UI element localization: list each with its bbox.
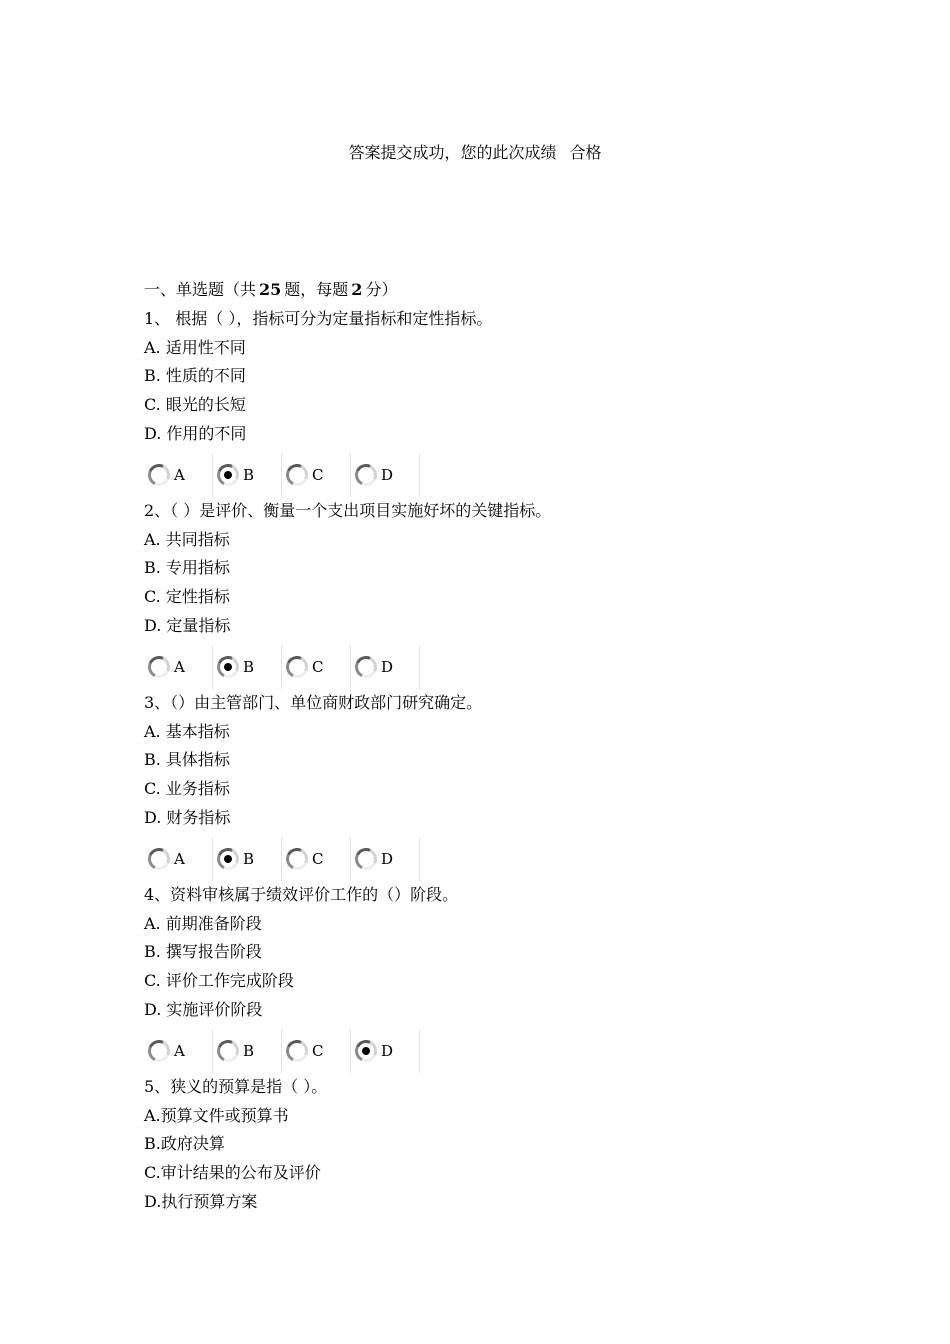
question-text: 3、（）由主管部门、单位商财政部门研究确定。	[144, 692, 483, 712]
answer-option-c[interactable]	[282, 1029, 351, 1073]
answer-option-d[interactable]	[351, 645, 420, 689]
answer-option-b[interactable]	[213, 1029, 282, 1073]
option-text: D. 财务指标	[144, 807, 231, 827]
section-prefix: 一、单选题（共	[144, 280, 257, 299]
answer-label: D	[381, 1041, 394, 1060]
option-text: A. 基本指标	[144, 721, 230, 741]
radio-button-icon[interactable]	[283, 845, 311, 873]
question-text: 1、 根据（ ），指标可分为定量指标和定性指标。	[144, 308, 493, 328]
answer-option-b[interactable]	[213, 645, 282, 689]
radio-button-icon[interactable]	[352, 653, 380, 681]
question-block	[144, 881, 844, 1075]
radio-button-icon[interactable]	[214, 461, 242, 489]
answer-label: D	[381, 465, 394, 484]
question-text: 2、（ ）是评价、衡量一个支出项目实施好坏的关键指标。	[144, 500, 552, 520]
option-text: C. 评价工作完成阶段	[144, 971, 294, 991]
answer-option-a[interactable]	[144, 837, 213, 881]
option-text: C. 眼光的长短	[144, 395, 246, 415]
answer-option-d[interactable]	[351, 453, 420, 497]
option-text: D. 实施评价阶段	[144, 999, 263, 1019]
option-text: A. 共同指标	[144, 529, 230, 549]
option-text: D. 作用的不同	[144, 423, 247, 443]
answer-label: A	[174, 849, 185, 868]
result-grade: 合格	[569, 143, 602, 162]
radio-button-icon[interactable]	[352, 461, 380, 489]
option-text: B. 撰写报告阶段	[144, 942, 262, 962]
answer-option-d[interactable]	[351, 1029, 420, 1073]
answer-label: A	[174, 1041, 185, 1060]
radio-button-icon[interactable]	[145, 1037, 173, 1065]
answer-radio-group	[144, 643, 844, 691]
answer-option-c[interactable]	[282, 837, 351, 881]
question-list	[144, 305, 844, 1217]
result-text: 答案提交成功，您的此次成绩	[348, 143, 557, 162]
option-text: C. 业务指标	[144, 779, 230, 799]
section-suffix: 分）	[365, 280, 398, 299]
option-text: B.政府决算	[144, 1134, 225, 1154]
question-count: 25	[259, 280, 282, 299]
option-text: D. 定量指标	[144, 615, 231, 635]
quiz-content	[144, 276, 844, 1217]
answer-label: A	[174, 465, 185, 484]
radio-button-icon[interactable]	[283, 653, 311, 681]
answer-label: B	[243, 1041, 255, 1060]
question-points: 2	[351, 280, 363, 299]
answer-option-c[interactable]	[282, 453, 351, 497]
answer-label: D	[381, 849, 394, 868]
result-message	[0, 142, 950, 164]
option-text: A. 适用性不同	[144, 337, 246, 357]
option-text: B. 具体指标	[144, 750, 230, 770]
answer-radio-group	[144, 835, 844, 883]
answer-label: C	[312, 465, 324, 484]
answer-radio-group	[144, 451, 844, 499]
answer-label: C	[312, 1041, 324, 1060]
section-title	[144, 276, 844, 305]
answer-radio-group	[144, 1027, 844, 1075]
answer-label: C	[312, 657, 324, 676]
answer-label: B	[243, 657, 255, 676]
answer-option-b[interactable]	[213, 837, 282, 881]
radio-button-icon[interactable]	[352, 845, 380, 873]
radio-button-icon[interactable]	[214, 1037, 242, 1065]
answer-label: B	[243, 465, 255, 484]
answer-option-a[interactable]	[144, 453, 213, 497]
answer-option-c[interactable]	[282, 645, 351, 689]
radio-button-icon[interactable]	[352, 1037, 380, 1065]
answer-option-d[interactable]	[351, 837, 420, 881]
option-text: B. 性质的不同	[144, 366, 246, 386]
question-block	[144, 305, 844, 499]
option-text: C. 定性指标	[144, 587, 230, 607]
option-text: A.预算文件或预算书	[144, 1105, 289, 1125]
section-mid: 题，每题	[284, 280, 349, 299]
option-text: C.审计结果的公布及评价	[144, 1163, 321, 1183]
option-text: B. 专用指标	[144, 558, 230, 578]
answer-label: D	[381, 657, 394, 676]
radio-button-icon[interactable]	[283, 461, 311, 489]
answer-option-a[interactable]	[144, 1029, 213, 1073]
answer-label: A	[174, 657, 185, 676]
question-block	[144, 497, 844, 691]
answer-label: B	[243, 849, 255, 868]
answer-label: C	[312, 849, 324, 868]
radio-button-icon[interactable]	[145, 653, 173, 681]
radio-button-icon[interactable]	[214, 653, 242, 681]
option-text: A. 前期准备阶段	[144, 913, 262, 933]
option-text: D.执行预算方案	[144, 1191, 258, 1211]
question-block	[144, 1073, 844, 1217]
question-text: 4、资料审核属于绩效评价工作的（）阶段。	[144, 884, 459, 904]
answer-option-a[interactable]	[144, 645, 213, 689]
question-block	[144, 689, 844, 883]
radio-button-icon[interactable]	[145, 845, 173, 873]
answer-option-b[interactable]	[213, 453, 282, 497]
question-text: 5、狭义的预算是指（ ）。	[144, 1076, 328, 1096]
radio-button-icon[interactable]	[214, 845, 242, 873]
radio-button-icon[interactable]	[145, 461, 173, 489]
radio-button-icon[interactable]	[283, 1037, 311, 1065]
